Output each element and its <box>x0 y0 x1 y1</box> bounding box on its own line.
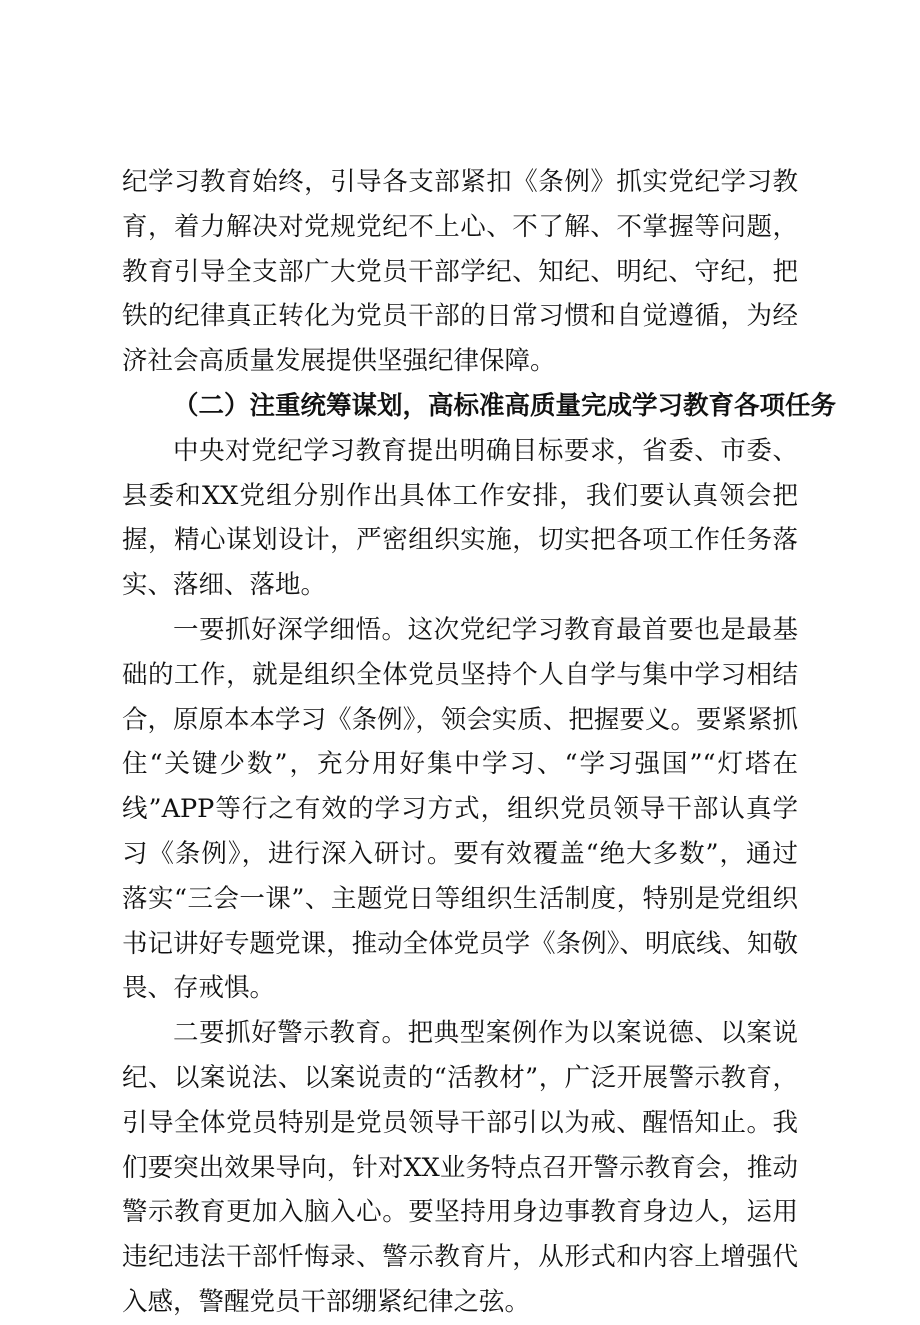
section-heading: （二）注重统筹谋划，高标准高质量完成学习教育各项任务 <box>173 390 837 421</box>
document-page <box>122 160 837 1325</box>
paragraph-warning-education: 二要抓好警示教育。把典型案例作为以案说德、以案说纪、以案说法、以案说责的“活教材”，广泛开展警示教育，引导全体党员特别是党员领导干部引以为戒、醒悟知止。我们要突出效果导向，针对XX业务特点召开警示教育会，推动警示教育更加入脑入心。要坚持用身边事教育身边人，运用违纪违法干部忏悔录、警示教育片，从形式和内容上增强代入感，警醒党员干部绷紧纪律之弦。 <box>122 1018 798 1317</box>
paragraph-requirements: 中央对党纪学习教育提出明确目标要求，省委、市委、县委和XX党组分别作出具体工作安排，我们要认真领会把握，精心谋划设计，严密组织实施，切实把各项工作任务落实、落细、落地。 <box>122 435 798 601</box>
paragraph-continuation: 纪学习教育始终，引导各支部紧扣《条例》抓实党纪学习教育，着力解决对党规党纪不上心、不了解、不掌握等问题，教育引导全支部广大党员干部学纪、知纪、明纪、守纪，把铁的纪律真正转化为党员干部的日常习惯和自觉遵循，为经济社会高质量发展提供坚强纪律保障。 <box>122 167 798 377</box>
paragraph-deep-study: 一要抓好深学细悟。这次党纪学习教育最首要也是最基础的工作，就是组织全体党员坚持个人自学与集中学习相结合，原原本本学习《条例》，领会实质、把握要义。要紧紧抓住“关键少数”，充分用好集中学习、“学习强国”“灯塔在线”APP等行之有效的学习方式，组织党员领导干部认真学习《条例》，进行深入研讨。要有效覆盖“绝大多数”，通过落实“三会一课”、主题党日等组织生活制度，特别是党组织书记讲好专题党课，推动全体党员学《条例》、明底线、知敬畏、存戒惧。 <box>122 614 798 1004</box>
